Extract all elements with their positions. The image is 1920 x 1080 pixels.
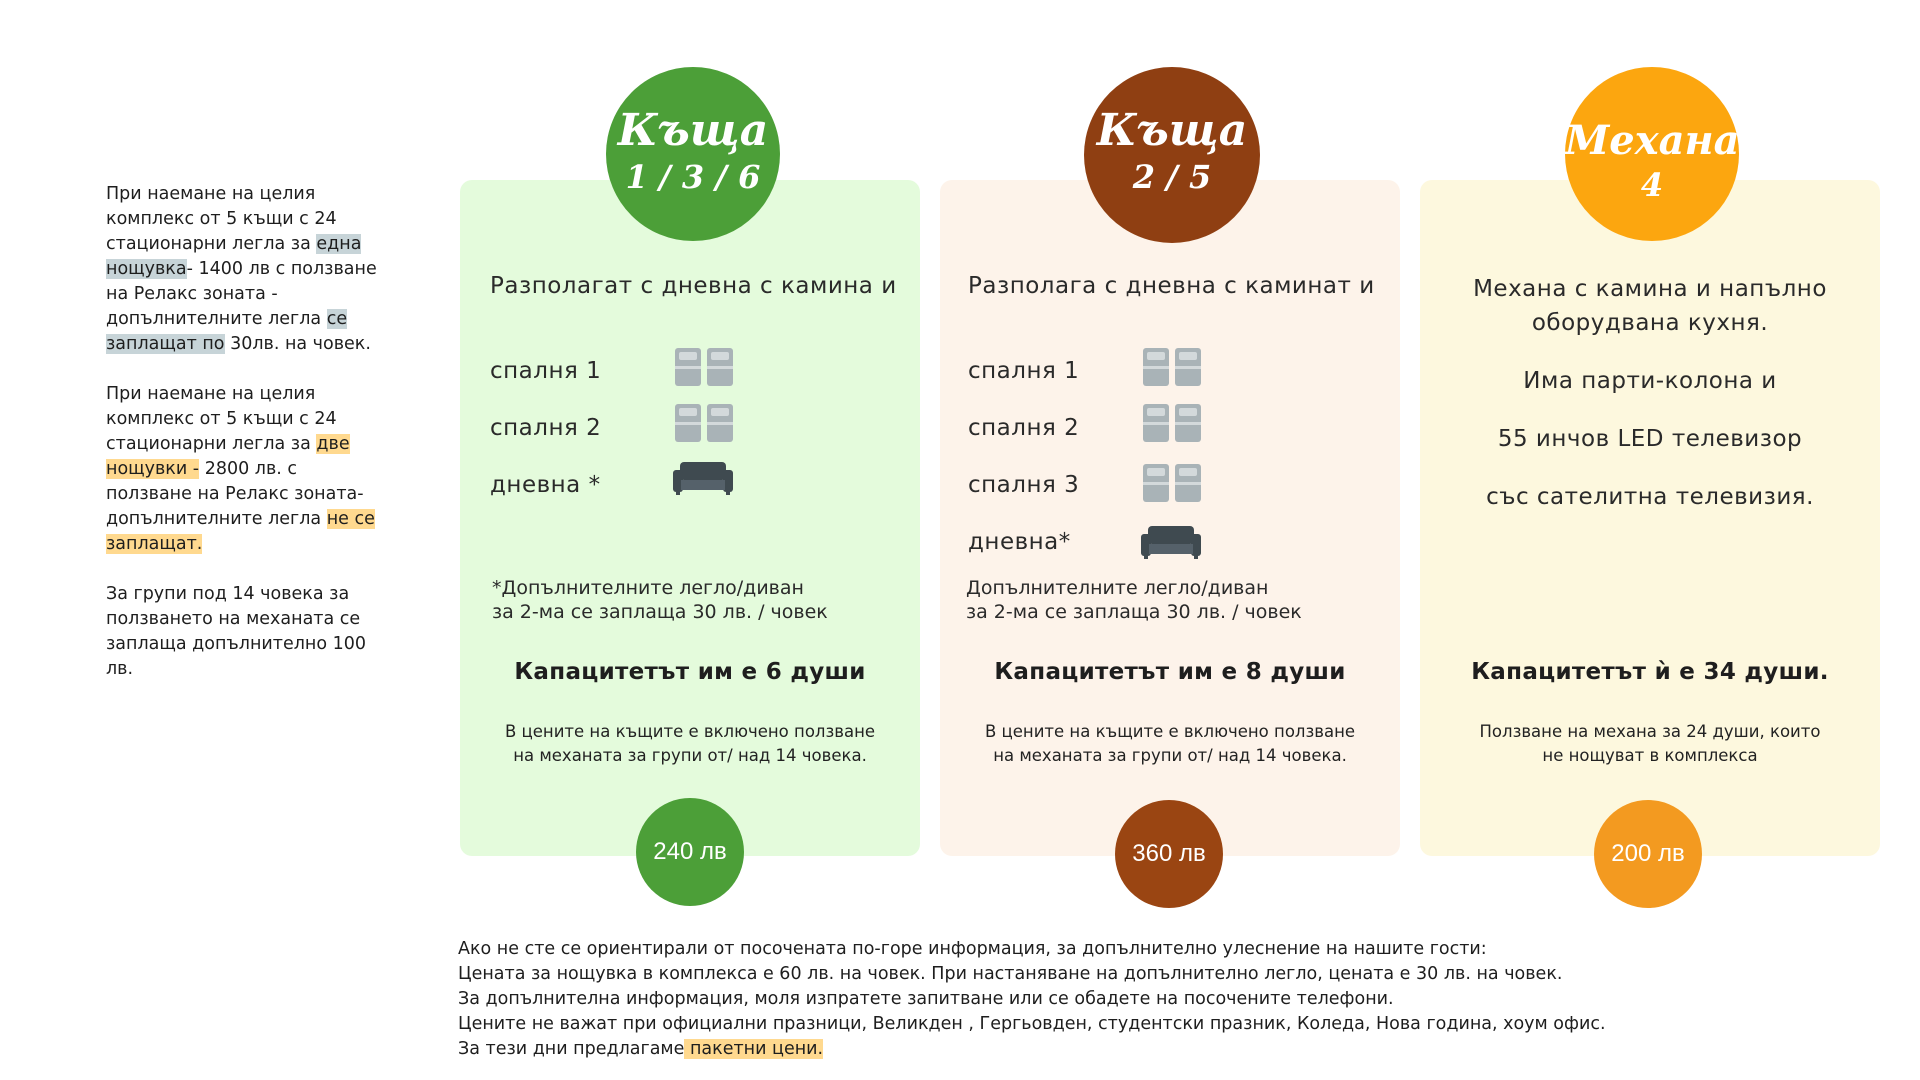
sofa-icon xyxy=(672,460,734,496)
card3-capacity: Капацитетът ѝ е 34 души. xyxy=(1471,659,1829,685)
card3-note: Ползване на механа за 24 души, които не нощуват в комплекса xyxy=(1479,722,1821,765)
card2-room-3: спалня 3 xyxy=(968,472,1080,498)
bottom-line-2: Цената за нощувка в комплекса е 60 лв. на човек. При настаняване на допълнително легло, цената е 30 лв. на човек. xyxy=(458,964,1563,984)
highlight-not-paid: не се заплащат. xyxy=(106,509,375,554)
sidebar-info xyxy=(106,182,386,707)
card3-description: Механа с камина и напълно оборудвана кухня. Има парти-колона и 55 инчов LED телевизор със сателитна телевизия. xyxy=(1473,276,1827,510)
bottom-line-1: Ако не сте се ориентирали от посочената по-горе информация, за допълнително улеснение на нашите гости: xyxy=(458,939,1487,959)
sidebar-paragraph-2: При наемане на целия комплекс от 5 къщи с 24 стационарни легла за две нощувки - 2800 лв. с ползване на Релакс зоната- допълнителните легла не се заплащат. xyxy=(106,384,375,554)
card1-extra: *Допълнителните легло/диван за 2-ма се заплаща 30 лв. / човек xyxy=(492,577,828,623)
card1-note: В цените на къщите е включено ползване на механата за групи от/ над 14 човека. xyxy=(504,722,876,765)
bottom-line-5: За тези дни предлагаме пакетни цени. xyxy=(458,1039,824,1059)
sidebar-paragraph-1: При наемане на целия комплекс от 5 къщи с 24 стационарни легла за една нощувка- 1400 лв с ползване на Релакс зоната - допълнителните легла се заплащат по 30лв. на човек. xyxy=(106,184,377,354)
card2-extra: Допълнителните легло/диван за 2-ма се заплаща 30 лв. / човек xyxy=(966,577,1302,623)
sidebar-paragraph-3: За групи под 14 човека за ползването на механата се заплаща допълнително 100 лв. xyxy=(106,584,367,679)
bed-icon xyxy=(674,346,736,388)
card2-room-1: спалня 1 xyxy=(968,358,1080,384)
card1-intro: Разполагат с дневна с камина и xyxy=(490,273,897,299)
bottom-line-3: За допълнителна информация, моля изпратете запитване или се обадете на посочените телефони. xyxy=(458,989,1394,1009)
card1-room-1: спалня 1 xyxy=(490,358,602,384)
bed-icon xyxy=(674,402,736,444)
card2-capacity: Капацитетът им е 8 души xyxy=(994,659,1346,685)
price-tavern: 200 лв xyxy=(1594,800,1702,908)
highlight-one-night: една нощувка xyxy=(106,234,362,279)
highlight-paid: се заплащат по xyxy=(106,309,348,354)
badge-house-2-5: Къща 2 / 5 xyxy=(1084,67,1260,243)
card2-note: В цените на къщите е включено ползване на механата за групи от/ над 14 човека. xyxy=(984,722,1356,765)
card1-room-3: дневна * xyxy=(490,472,601,498)
badge-tavern: Механа 4 xyxy=(1565,67,1739,241)
card1-room-2: спалня 2 xyxy=(490,415,602,441)
card2-intro: Разполага с дневна с каминат и xyxy=(968,273,1375,299)
bottom-info xyxy=(458,937,1878,1062)
card2-room-4: дневна* xyxy=(968,529,1071,555)
highlight-package-prices: пакетни цени. xyxy=(684,1039,824,1059)
price-house-2-5: 360 лв xyxy=(1115,800,1223,908)
card1-capacity: Капацитетът им е 6 души xyxy=(514,659,866,685)
bed-icon xyxy=(1142,346,1204,388)
badge-house-1-3-6: Къща 1 / 3 / 6 xyxy=(606,67,780,241)
highlight-two-nights: две нощувки - xyxy=(106,434,350,479)
bed-icon xyxy=(1142,402,1204,444)
card2-room-2: спалня 2 xyxy=(968,415,1080,441)
bottom-line-4: Цените не важат при официални празници, Великден , Гергьовден, студентски празник, Коледа, Нова година, хоум офис. xyxy=(458,1014,1606,1034)
price-house-1-3-6: 240 лв xyxy=(636,798,744,906)
sofa-icon xyxy=(1140,524,1202,560)
bed-icon xyxy=(1142,462,1204,504)
